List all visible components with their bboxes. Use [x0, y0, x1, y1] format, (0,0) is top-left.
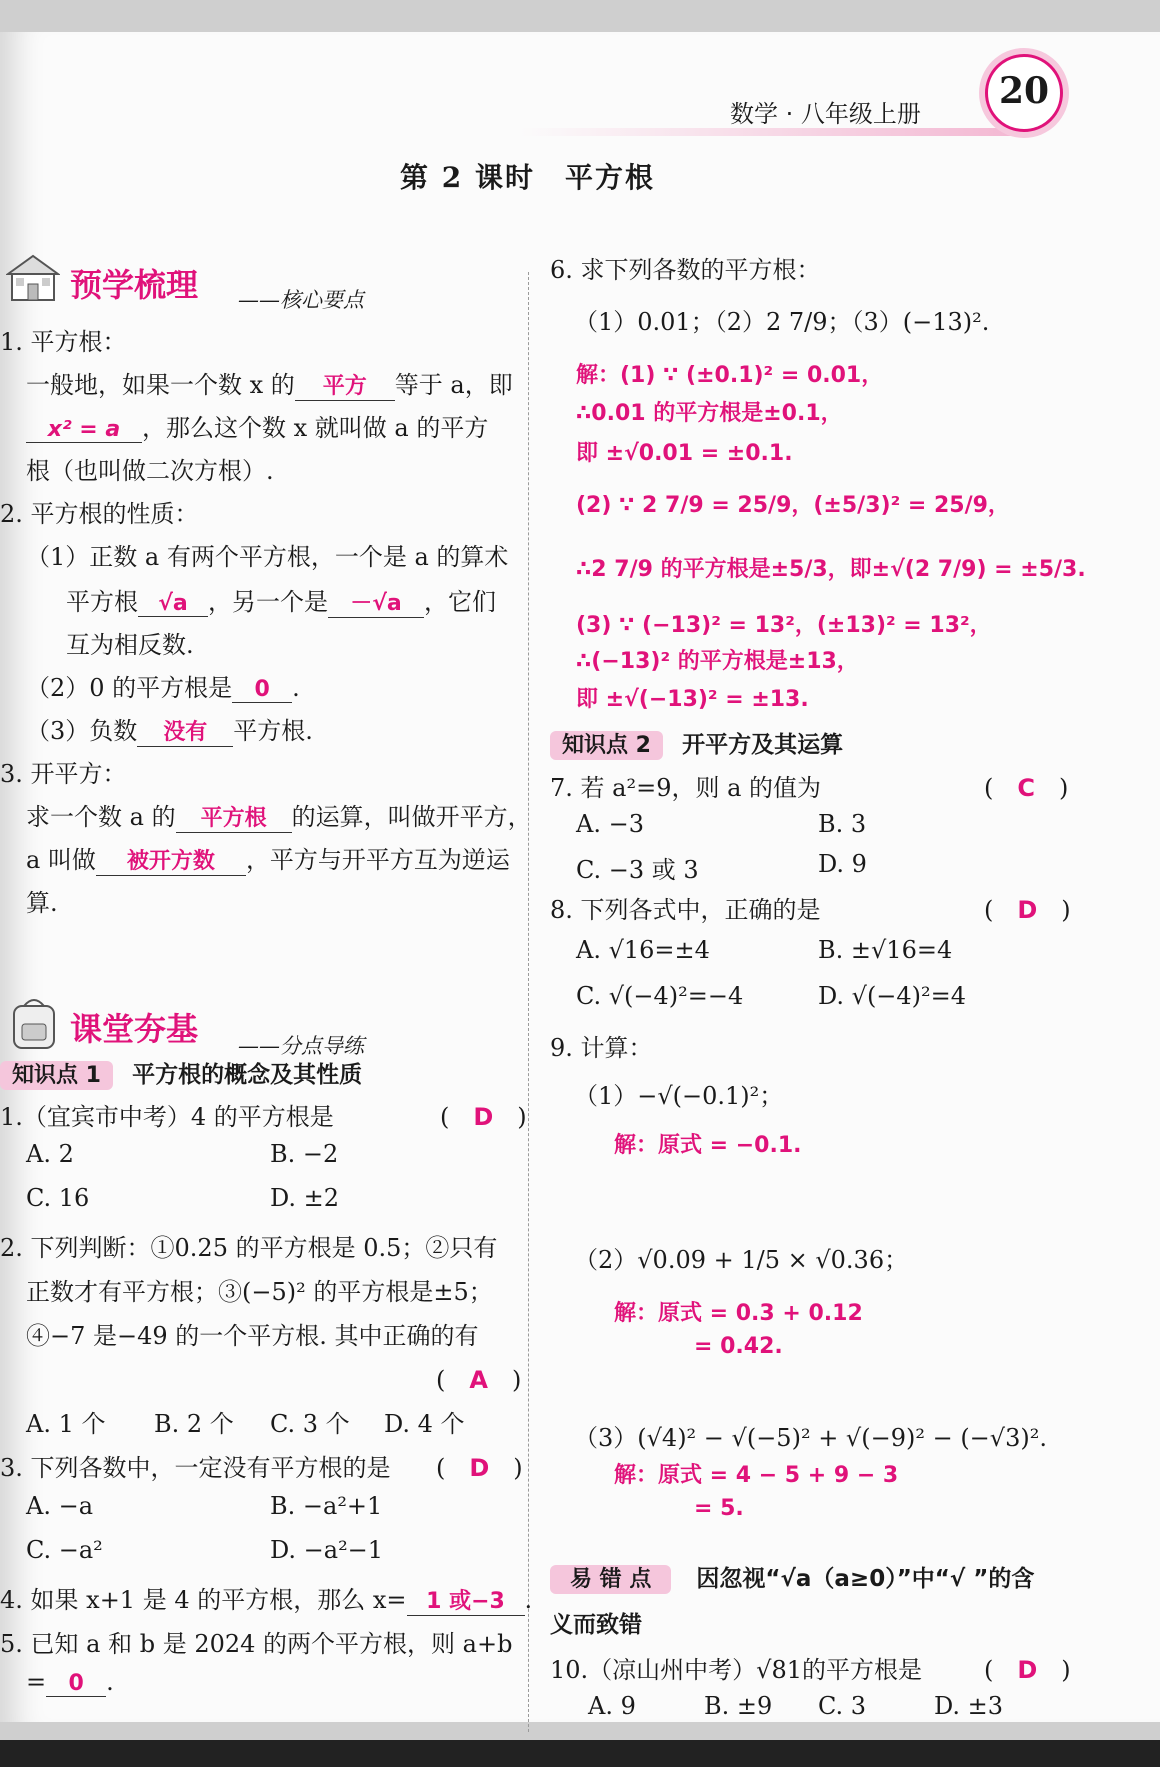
section-title-class: 课堂夯基: [70, 1010, 199, 1048]
text-line: 互为相反数.: [66, 631, 194, 659]
solution-line: 解：原式 = 0.3 + 0.12: [614, 1301, 863, 1326]
fill-blank: －√a: [328, 586, 424, 618]
option: C. 3 个: [270, 1410, 350, 1438]
solution-line: 即 ±√(−13)² = ±13.: [576, 687, 809, 712]
header-stripe: [520, 128, 1020, 136]
question-1: 1.（宜宾市中考）4 的平方根是: [0, 1103, 334, 1131]
knowledge-point-1: [0, 1056, 362, 1089]
option: A. 1 个: [26, 1410, 106, 1438]
fill-blank: 0: [232, 677, 292, 703]
text-line: （2）0 的平方根是 0 .: [26, 674, 300, 702]
answer-paren: ( D ): [984, 896, 1071, 924]
question-6-items: （1）0.01；（2）2 7/9；（3）(−13)².: [574, 308, 990, 336]
question-8: 8. 下列各式中，正确的是: [550, 896, 821, 924]
option: B. 3: [818, 810, 867, 838]
solution-line: 解：原式 = −0.1.: [614, 1133, 802, 1158]
lesson-title: 第 2 课时 平方根: [400, 161, 655, 194]
option: B. −a²+1: [270, 1492, 383, 1520]
option: C. √(−4)²=−4: [576, 982, 744, 1010]
option: D. 4 个: [384, 1410, 465, 1438]
option: C. 16: [26, 1184, 90, 1212]
knowledge-point-2: [550, 726, 843, 759]
error-title: 因忽视“√a（a≥0）”中“√ ”的含: [696, 1566, 1035, 1592]
question-5: 5. 已知 a 和 b 是 2024 的两个平方根，则 a+b: [0, 1630, 513, 1658]
text-line: 2. 平方根的性质：: [0, 500, 199, 528]
section-subtitle-class: ——分点导练: [238, 1034, 364, 1058]
fill-blank: 被开方数: [96, 844, 246, 876]
answer-paren: ( D ): [440, 1103, 527, 1131]
option: C. −a²: [26, 1536, 103, 1564]
option: D. −a²−1: [270, 1536, 384, 1564]
option: D. √(−4)²=4: [818, 982, 967, 1010]
solution-line: ∴2 7/9 的平方根是±5/3，即±√(2 7/9) = ±5/3.: [576, 557, 1086, 582]
text-line: a 叫做 被开方数 ，平方与开平方互为逆运: [26, 846, 510, 874]
question-9: 9. 计算：: [550, 1034, 653, 1062]
fill-blank: 1 或−3: [407, 1584, 525, 1616]
text-line: 平方根 √a ，另一个是 －√a ，它们: [66, 588, 496, 616]
question-4: 4. 如果 x+1 是 4 的平方根，那么 x= 1 或−3 .: [0, 1586, 533, 1614]
option: B. ±√16=4: [818, 936, 953, 964]
fill-blank: 没有: [137, 715, 233, 747]
option: D. ±2: [270, 1184, 340, 1212]
error-point: [550, 1560, 1034, 1593]
question-9-part: （3）(√4)² − √(−5)² + √(−9)² − (−√3)².: [574, 1424, 1047, 1452]
option: D. 9: [818, 850, 867, 878]
page: [0, 32, 1160, 1722]
solution-line: ∴(−13)² 的平方根是±13，: [576, 649, 859, 674]
bottom-bar: [0, 1740, 1160, 1767]
text-line: （3）负数 没有 平方根.: [26, 717, 313, 745]
error-tag: 易 错 点: [550, 1565, 671, 1594]
option: D. ±3: [934, 1692, 1004, 1720]
text-line: 根（也叫做二次方根）.: [26, 457, 274, 485]
text-line: 求一个数 a 的 平方根 的运算，叫做开平方，: [26, 803, 532, 831]
option: C. −3 或 3: [576, 856, 699, 884]
question-2: ④−7 是−49 的一个平方根. 其中正确的有: [26, 1322, 479, 1350]
question-7: 7. 若 a²=9，则 a 的值为: [550, 774, 822, 802]
question-2: 2. 下列判断：①0.25 的平方根是 0.5；②只有: [0, 1234, 498, 1262]
option: B. ±9: [704, 1692, 773, 1720]
kp-tag: 知识点 2: [550, 731, 663, 760]
text-line: 3. 开平方：: [0, 760, 127, 788]
solution-line: = 5.: [694, 1496, 744, 1521]
option: A. −3: [576, 810, 644, 838]
error-title: 义而致错: [550, 1612, 642, 1638]
question-5: = 0 .: [26, 1668, 114, 1696]
fill-blank: 平方根: [176, 801, 292, 833]
answer-paren: ( A ): [436, 1366, 522, 1394]
fill-blank: 平方: [295, 369, 395, 401]
page-number: 20: [998, 70, 1050, 112]
kp-title: 平方根的概念及其性质: [132, 1062, 363, 1088]
option: B. −2: [270, 1140, 339, 1168]
solution-line: 解：原式 = 4 − 5 + 9 − 3: [614, 1463, 899, 1488]
answer-paren: ( D ): [436, 1454, 523, 1482]
solution-line: = 0.42.: [694, 1334, 783, 1359]
answer-paren: ( C ): [984, 774, 1069, 802]
option: A. 2: [26, 1140, 74, 1168]
option: A. −a: [26, 1492, 94, 1520]
option: A. 9: [588, 1692, 636, 1720]
fill-blank: 0: [46, 1671, 106, 1697]
backpack-icon: [6, 994, 62, 1056]
option: B. 2 个: [154, 1410, 234, 1438]
question-9-part: （2）√0.09 + 1/5 × √0.36；: [574, 1246, 909, 1274]
text-line: x² = a ，那么这个数 x 就叫做 a 的平方: [26, 408, 488, 443]
text-line: 算.: [26, 889, 58, 917]
text-line: 一般地，如果一个数 x 的 平方 等于 a，即: [26, 371, 513, 399]
solution-line: ∴0.01 的平方根是±0.1，: [576, 401, 843, 426]
fill-blank: x² = a: [26, 417, 142, 443]
option: A. √16=±4: [576, 936, 710, 964]
text-line: （1）正数 a 有两个平方根，一个是 a 的算术: [26, 543, 509, 571]
section-title-preview: 预学梳理: [70, 266, 199, 304]
solution-line: (2) ∵ 2 7/9 = 25/9，(±5/3)² = 25/9，: [576, 493, 1010, 518]
fill-blank: √a: [138, 591, 208, 617]
text-line: 1. 平方根：: [0, 328, 127, 356]
subject-label: 数学 · 八年级上册: [730, 100, 921, 128]
kp-title: 开平方及其运算: [682, 732, 844, 758]
column-divider: [528, 272, 529, 1732]
question-3: 3. 下列各数中，一定没有平方根的是: [0, 1454, 391, 1482]
answer-paren: ( D ): [984, 1656, 1071, 1684]
option: C. 3: [818, 1692, 867, 1720]
solution-line: (3) ∵ (−13)² = 13²，(±13)² = 13²，: [576, 613, 992, 638]
question-10: 10.（凉山州中考）√81的平方根是: [550, 1656, 922, 1684]
school-icon: [6, 250, 60, 308]
solution-line: 即 ±√0.01 = ±0.1.: [576, 441, 793, 466]
question-9-part: （1）−√(−0.1)²；: [574, 1082, 784, 1110]
solution-line: 解：(1) ∵ (±0.1)² = 0.01，: [576, 363, 884, 388]
kp-tag: 知识点 1: [0, 1061, 113, 1090]
question-6: 6. 求下列各数的平方根：: [550, 256, 821, 284]
question-2: 正数才有平方根；③(−5)² 的平方根是±5；: [26, 1278, 493, 1306]
section-subtitle-preview: ——核心要点: [238, 288, 364, 312]
